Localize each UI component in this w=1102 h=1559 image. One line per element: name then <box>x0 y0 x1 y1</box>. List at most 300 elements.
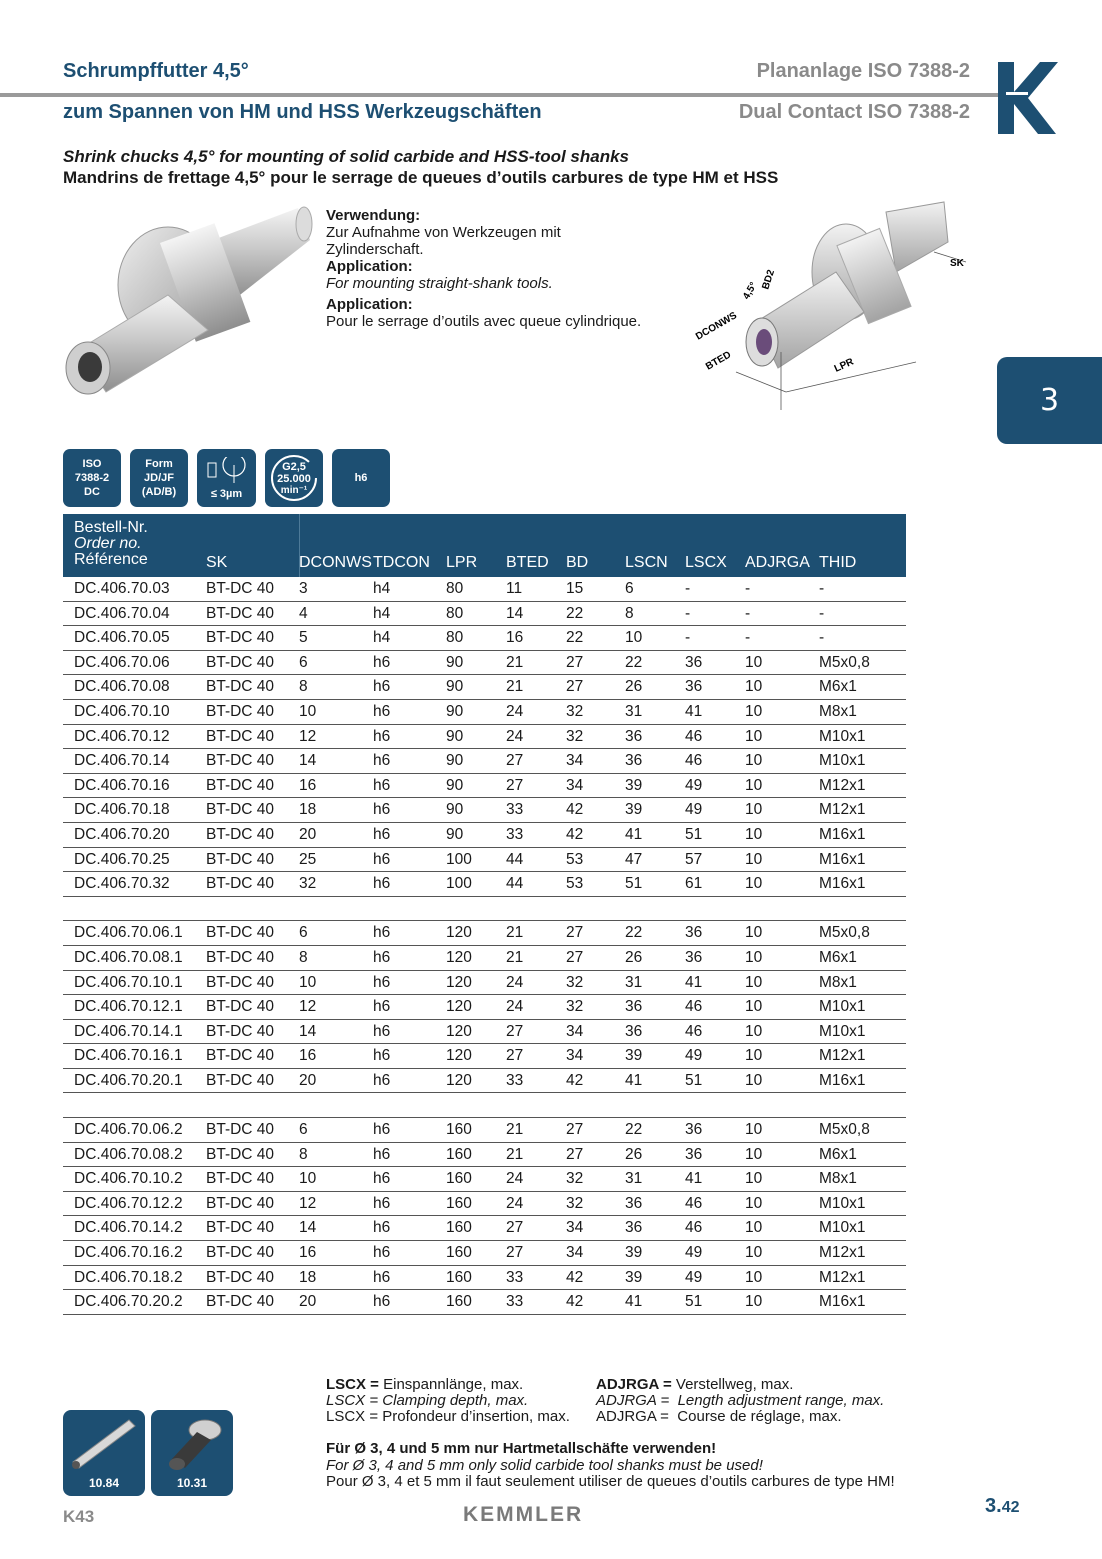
cell-bted: 21 <box>506 924 524 942</box>
lscx-en: Clamping depth, max. <box>382 1392 529 1409</box>
cell-tdcon: h6 <box>373 1244 391 1262</box>
table-row <box>63 602 906 627</box>
col-bted: BTED <box>506 554 549 571</box>
cell-dconws: 25 <box>299 850 317 868</box>
cell-adjrga: 10 <box>745 1022 763 1040</box>
cell-lscn: 41 <box>625 1293 643 1311</box>
cell-order-no: DC.406.70.12 <box>74 727 170 745</box>
cell-lscn: 31 <box>625 973 643 991</box>
cell-bd: 32 <box>566 727 584 745</box>
cell-bted: 21 <box>506 678 524 696</box>
cell-adjrga: 10 <box>745 801 763 819</box>
cell-order-no: DC.406.70.05 <box>74 629 170 647</box>
table-row <box>63 1216 906 1241</box>
cell-bd: 27 <box>566 678 584 696</box>
group-spacer <box>63 897 906 922</box>
cell-lpr: 80 <box>446 629 464 647</box>
cell-thid: M16x1 <box>819 1293 866 1311</box>
label-lpr: LPR <box>832 356 856 375</box>
cell-dconws: 20 <box>299 1293 317 1311</box>
cell-lscn: 36 <box>625 1194 643 1212</box>
cell-lpr: 80 <box>446 604 464 622</box>
cell-order-no: DC.406.70.12.1 <box>74 998 183 1016</box>
cell-lscx: 49 <box>685 801 703 819</box>
cell-adjrga: 10 <box>745 727 763 745</box>
cell-bted: 33 <box>506 825 524 843</box>
cell-order-no: DC.406.70.25 <box>74 850 170 868</box>
cell-dconws: 18 <box>299 1268 317 1286</box>
table-row <box>63 971 906 996</box>
cell-lpr: 160 <box>446 1170 472 1188</box>
shank-warning <box>326 1441 895 1491</box>
cell-order-no: DC.406.70.16 <box>74 776 170 794</box>
cell-dconws: 8 <box>299 1145 308 1163</box>
table-body <box>63 577 906 1315</box>
cell-lscn: 36 <box>625 998 643 1016</box>
cell-lscn: 36 <box>625 1219 643 1237</box>
cell-lscx: 41 <box>685 702 703 720</box>
cell-order-no: DC.406.70.06.2 <box>74 1121 183 1139</box>
cell-thid: M16x1 <box>819 825 866 843</box>
cell-adjrga: 10 <box>745 653 763 671</box>
table-row <box>63 1266 906 1291</box>
dial-gauge-icon <box>202 457 252 487</box>
col-thid: THID <box>819 554 857 571</box>
cell-bd: 34 <box>566 752 584 770</box>
cell-bd: 53 <box>566 850 584 868</box>
cell-lpr: 90 <box>446 727 464 745</box>
cell-adjrga: 10 <box>745 924 763 942</box>
cell-lscn: 31 <box>625 702 643 720</box>
cell-lscx: 49 <box>685 1047 703 1065</box>
cell-bd: 42 <box>566 801 584 819</box>
cell-dconws: 5 <box>299 629 308 647</box>
table-header <box>63 514 906 577</box>
cell-thid: M8x1 <box>819 1170 857 1188</box>
cell-tdcon: h6 <box>373 1121 391 1139</box>
cell-thid: M10x1 <box>819 1219 866 1237</box>
col-lpr: LPR <box>446 554 478 571</box>
table-row <box>63 946 906 971</box>
product-table <box>63 514 906 1315</box>
cell-dconws: 20 <box>299 1071 317 1089</box>
cell-lscn: 10 <box>625 629 643 647</box>
cell-sk: BT-DC 40 <box>206 1293 275 1311</box>
cell-order-no: DC.406.70.08.2 <box>74 1145 183 1163</box>
table-row <box>63 749 906 774</box>
cell-lpr: 120 <box>446 1071 472 1089</box>
cell-tdcon: h6 <box>373 801 391 819</box>
form-badge-line1: Form <box>145 458 173 470</box>
iso-badge <box>63 449 121 507</box>
cell-lscx: 36 <box>685 1145 703 1163</box>
cell-thid: M12x1 <box>819 1244 866 1262</box>
cell-lscn: 26 <box>625 1145 643 1163</box>
cell-lpr: 160 <box>446 1219 472 1237</box>
cell-lscx: 61 <box>685 875 703 893</box>
cell-thid: - <box>819 604 825 622</box>
col-lscx: LSCX <box>685 554 727 571</box>
cell-bted: 33 <box>506 1268 524 1286</box>
cell-adjrga: 10 <box>745 1170 763 1188</box>
cell-lscn: 39 <box>625 801 643 819</box>
cell-bd: 34 <box>566 1244 584 1262</box>
cell-lscx: 49 <box>685 1244 703 1262</box>
cell-lscn: 22 <box>625 1121 643 1139</box>
cell-lscn: 39 <box>625 1244 643 1262</box>
runout-value: ≤ 3µm <box>210 488 243 500</box>
table-row <box>63 1143 906 1168</box>
application-heading-de: Verwendung: <box>326 207 421 224</box>
cell-tdcon: h6 <box>373 776 391 794</box>
cell-bd: 34 <box>566 1047 584 1065</box>
cell-lpr: 90 <box>446 825 464 843</box>
cell-adjrga: 10 <box>745 678 763 696</box>
cell-order-no: DC.406.70.08 <box>74 678 170 696</box>
balance-speed: 25.000 <box>277 473 311 485</box>
cell-tdcon: h4 <box>373 629 391 647</box>
col-lscn: LSCN <box>625 554 668 571</box>
cell-tdcon: h6 <box>373 653 391 671</box>
cell-adjrga: 10 <box>745 1121 763 1139</box>
cell-bted: 27 <box>506 1022 524 1040</box>
application-heading-en: Application: <box>326 258 413 275</box>
cell-order-no: DC.406.70.18.2 <box>74 1268 183 1286</box>
cell-sk: BT-DC 40 <box>206 924 275 942</box>
cell-adjrga: 10 <box>745 1047 763 1065</box>
accessory-shrink-extension[interactable] <box>63 1410 145 1496</box>
balance-grade: G2,5 <box>282 461 306 473</box>
cell-adjrga: 10 <box>745 998 763 1016</box>
table-row <box>63 651 906 676</box>
cell-bted: 24 <box>506 973 524 991</box>
cell-bd: 32 <box>566 702 584 720</box>
table-row <box>63 823 906 848</box>
cell-bd: 42 <box>566 825 584 843</box>
cell-bd: 32 <box>566 973 584 991</box>
cell-bted: 16 <box>506 629 524 647</box>
cell-order-no: DC.406.70.32 <box>74 875 170 893</box>
cell-adjrga: 10 <box>745 1219 763 1237</box>
accessory-ref: 10.31 <box>176 1476 208 1490</box>
cell-dconws: 14 <box>299 1022 317 1040</box>
cell-lscx: 36 <box>685 678 703 696</box>
cell-lpr: 160 <box>446 1121 472 1139</box>
label-sk: SK <box>950 258 964 269</box>
cell-lscn: 39 <box>625 1047 643 1065</box>
application-description <box>326 207 656 330</box>
cell-sk: BT-DC 40 <box>206 973 275 991</box>
header-order-de: Bestell-Nr. <box>74 519 148 536</box>
cell-tdcon: h4 <box>373 580 391 597</box>
col-tdcon: TDCON <box>373 554 430 571</box>
cell-dconws: 3 <box>299 580 308 597</box>
cell-thid: M8x1 <box>819 702 857 720</box>
cell-lpr: 120 <box>446 924 472 942</box>
cell-order-no: DC.406.70.14.1 <box>74 1022 183 1040</box>
cell-thid: M10x1 <box>819 727 866 745</box>
product-photo <box>58 200 320 400</box>
technical-drawing <box>686 172 976 416</box>
warning-en: For Ø 3, 4 and 5 mm only solid carbide tool shanks must be used! <box>326 1456 763 1474</box>
cell-tdcon: h6 <box>373 924 391 942</box>
cell-bted: 27 <box>506 1244 524 1262</box>
cell-lpr: 80 <box>446 580 464 597</box>
cell-sk: BT-DC 40 <box>206 1268 275 1286</box>
cell-thid: M6x1 <box>819 678 857 696</box>
cell-lscx: 36 <box>685 653 703 671</box>
cell-lpr: 90 <box>446 653 464 671</box>
cell-bted: 14 <box>506 604 524 622</box>
cell-bted: 27 <box>506 1219 524 1237</box>
cell-bd: 32 <box>566 1194 584 1212</box>
cell-dconws: 16 <box>299 1244 317 1262</box>
cell-lpr: 100 <box>446 850 472 868</box>
lscx-fr: Profondeur d’insertion, max. <box>382 1408 570 1425</box>
adjrga-fr: Course de réglage, max. <box>677 1408 842 1425</box>
cell-lscx: 49 <box>685 1268 703 1286</box>
cell-lscn: 22 <box>625 924 643 942</box>
table-row <box>63 1118 906 1143</box>
cell-lpr: 90 <box>446 801 464 819</box>
cell-adjrga: 10 <box>745 1293 763 1311</box>
cell-dconws: 12 <box>299 727 317 745</box>
cell-sk: BT-DC 40 <box>206 850 275 868</box>
cell-thid: M5x0,8 <box>819 1121 870 1139</box>
cell-bted: 27 <box>506 1047 524 1065</box>
cell-lscx: 46 <box>685 1219 703 1237</box>
label-angle: 4,5° <box>741 280 760 302</box>
cell-dconws: 16 <box>299 1047 317 1065</box>
form-badge-line2: JD/JF <box>144 472 174 484</box>
cell-lscx: - <box>685 604 691 622</box>
pull-stud-icon <box>151 1410 233 1474</box>
cell-dconws: 12 <box>299 1194 317 1212</box>
cell-thid: M10x1 <box>819 998 866 1016</box>
cell-sk: BT-DC 40 <box>206 629 275 647</box>
cell-sk: BT-DC 40 <box>206 1244 275 1262</box>
cell-adjrga: 10 <box>745 776 763 794</box>
cell-bd: 22 <box>566 629 584 647</box>
cell-thid: M10x1 <box>819 1022 866 1040</box>
iso-badge-line2: 7388-2 <box>74 472 110 484</box>
cell-sk: BT-DC 40 <box>206 801 275 819</box>
cell-dconws: 14 <box>299 752 317 770</box>
table-row <box>63 798 906 823</box>
application-heading-fr: Application: <box>326 296 413 313</box>
cell-thid: M16x1 <box>819 850 866 868</box>
cell-adjrga: 10 <box>745 825 763 843</box>
cell-order-no: DC.406.70.16.2 <box>74 1244 183 1262</box>
cell-tdcon: h6 <box>373 1047 391 1065</box>
subtitle-en: Shrink chucks 4,5° for mounting of solid carbide and HSS-tool shanks <box>63 147 629 166</box>
cell-bd: 27 <box>566 924 584 942</box>
label-dconws: DCONWS <box>694 310 739 343</box>
cell-bted: 24 <box>506 998 524 1016</box>
cell-lscn: 47 <box>625 850 643 868</box>
cell-order-no: DC.406.70.06 <box>74 653 170 671</box>
lscx-de: Einspannlänge, max. <box>383 1376 524 1393</box>
cell-lscn: 36 <box>625 752 643 770</box>
cell-thid: M16x1 <box>819 1071 866 1089</box>
table-row <box>63 1020 906 1045</box>
cell-lpr: 120 <box>446 1047 472 1065</box>
cell-dconws: 14 <box>299 1219 317 1237</box>
page-subtitle-de: zum Spannen von HM und HSS Werkzeugschäften <box>63 101 542 123</box>
cell-thid: M10x1 <box>819 752 866 770</box>
cell-lscx: - <box>685 580 691 597</box>
cell-lscx: 46 <box>685 998 703 1016</box>
cell-lscx: 51 <box>685 825 703 843</box>
cell-sk: BT-DC 40 <box>206 678 275 696</box>
cell-bd: 42 <box>566 1268 584 1286</box>
cell-order-no: DC.406.70.14 <box>74 752 170 770</box>
cell-tdcon: h6 <box>373 678 391 696</box>
cell-adjrga: 10 <box>745 1194 763 1212</box>
cell-lpr: 90 <box>446 752 464 770</box>
cell-tdcon: h6 <box>373 850 391 868</box>
cell-adjrga: 10 <box>745 1145 763 1163</box>
cell-thid: M12x1 <box>819 801 866 819</box>
cell-bted: 24 <box>506 1194 524 1212</box>
cell-lpr: 160 <box>446 1145 472 1163</box>
cell-bted: 33 <box>506 1293 524 1311</box>
table-row <box>63 626 906 651</box>
table-row <box>63 1290 906 1315</box>
cell-bted: 21 <box>506 653 524 671</box>
cell-sk: BT-DC 40 <box>206 702 275 720</box>
cell-bd: 42 <box>566 1071 584 1089</box>
label-bd2: BD2 <box>760 268 778 291</box>
cell-order-no: DC.406.70.03 <box>74 580 170 597</box>
iso-badge-line1: ISO <box>82 458 102 470</box>
cell-lpr: 120 <box>446 1022 472 1040</box>
cell-bted: 24 <box>506 1170 524 1188</box>
cell-thid: M10x1 <box>819 1194 866 1212</box>
cell-lscx: 41 <box>685 973 703 991</box>
cell-lscn: 31 <box>625 1170 643 1188</box>
cell-tdcon: h6 <box>373 1071 391 1089</box>
cell-thid: M12x1 <box>819 1047 866 1065</box>
cell-sk: BT-DC 40 <box>206 948 275 966</box>
cell-tdcon: h6 <box>373 702 391 720</box>
cell-order-no: DC.406.70.18 <box>74 801 170 819</box>
cell-sk: BT-DC 40 <box>206 776 275 794</box>
cell-lpr: 160 <box>446 1268 472 1286</box>
page-index: 42 <box>1001 1499 1020 1516</box>
cell-lscx: 46 <box>685 752 703 770</box>
table-row <box>63 774 906 799</box>
cell-adjrga: - <box>745 580 751 597</box>
cell-order-no: DC.406.70.10.1 <box>74 973 183 991</box>
lscx-key: LSCX = <box>326 1376 379 1393</box>
cell-dconws: 18 <box>299 801 317 819</box>
table-row <box>63 577 906 602</box>
cell-bd: 15 <box>566 580 584 597</box>
header-divider <box>0 93 998 97</box>
label-bted: BTED <box>704 349 734 373</box>
cell-bd: 22 <box>566 604 584 622</box>
cell-sk: BT-DC 40 <box>206 1047 275 1065</box>
cell-lscx: 49 <box>685 776 703 794</box>
cell-sk: BT-DC 40 <box>206 1121 275 1139</box>
warning-fr: Pour Ø 3, 4 et 5 mm il faut seulement utiliser de queues d’outils carbures de type HM! <box>326 1473 895 1490</box>
cell-sk: BT-DC 40 <box>206 1219 275 1237</box>
chapter-tab[interactable] <box>997 357 1102 444</box>
cell-sk: BT-DC 40 <box>206 998 275 1016</box>
tolerance-badge <box>332 449 390 507</box>
cell-sk: BT-DC 40 <box>206 1170 275 1188</box>
cell-order-no: DC.406.70.06.1 <box>74 924 183 942</box>
cell-thid: M16x1 <box>819 875 866 893</box>
cell-order-no: DC.406.70.08.1 <box>74 948 183 966</box>
cell-thid: M6x1 <box>819 1145 857 1163</box>
cell-tdcon: h6 <box>373 727 391 745</box>
abbreviation-notes: LSCX = Einspannlänge, max. LSCX = Clamping depth, max. LSCX = Profondeur d’insertion, max. ADJRGA = Verstellweg, max. ADJRGA = Length adjustment range, max. ADJRGA = Course de réglage, max. <box>326 1376 885 1425</box>
cell-lpr: 160 <box>446 1194 472 1212</box>
table-row <box>63 700 906 725</box>
cell-lscx: - <box>685 629 691 647</box>
cell-lpr: 160 <box>446 1244 472 1262</box>
cell-bted: 24 <box>506 727 524 745</box>
balance-rotation-icon <box>268 452 320 504</box>
table-row <box>63 1192 906 1217</box>
cell-thid: M6x1 <box>819 948 857 966</box>
adjrga-key: ADJRGA = <box>596 1376 672 1393</box>
cell-tdcon: h6 <box>373 1145 391 1163</box>
page-number <box>985 1495 1019 1518</box>
cell-lscn: 6 <box>625 580 634 597</box>
cell-lscx: 36 <box>685 924 703 942</box>
cell-adjrga: 10 <box>745 850 763 868</box>
cell-bted: 27 <box>506 776 524 794</box>
standard-label-de: Plananlage ISO 7388-2 <box>756 60 970 82</box>
cell-dconws: 4 <box>299 604 308 622</box>
cell-tdcon: h4 <box>373 604 391 622</box>
cell-lscx: 46 <box>685 727 703 745</box>
cell-lscn: 26 <box>625 678 643 696</box>
cell-sk: BT-DC 40 <box>206 580 275 597</box>
cell-adjrga: 10 <box>745 973 763 991</box>
warning-de: Für Ø 3, 4 und 5 mm nur Hartmetallschäfte verwenden! <box>326 1440 717 1457</box>
table-row <box>63 1069 906 1094</box>
table-row <box>63 921 906 946</box>
cell-dconws: 6 <box>299 1121 308 1139</box>
cell-lscn: 36 <box>625 727 643 745</box>
cell-bted: 11 <box>506 580 523 597</box>
cell-dconws: 16 <box>299 776 317 794</box>
cell-order-no: DC.406.70.12.2 <box>74 1194 183 1212</box>
chapter-number: 3 <box>1039 383 1060 418</box>
col-bd: BD <box>566 554 589 571</box>
cell-order-no: DC.406.70.10.2 <box>74 1170 183 1188</box>
accessory-pull-stud[interactable] <box>151 1410 233 1496</box>
adjrga-en: Length adjustment range, max. <box>677 1392 885 1409</box>
cell-dconws: 10 <box>299 702 317 720</box>
cell-adjrga: 10 <box>745 702 763 720</box>
header-order-fr: Référence <box>74 551 148 568</box>
col-sk: SK <box>206 554 228 571</box>
col-adjrga: ADJRGA <box>745 554 810 571</box>
cell-lscn: 36 <box>625 1022 643 1040</box>
table-row <box>63 872 906 897</box>
cell-bted: 33 <box>506 1071 524 1089</box>
cell-tdcon: h6 <box>373 1170 391 1188</box>
cell-dconws: 32 <box>299 875 317 893</box>
table-row <box>63 725 906 750</box>
cell-dconws: 8 <box>299 678 308 696</box>
table-row <box>63 848 906 873</box>
